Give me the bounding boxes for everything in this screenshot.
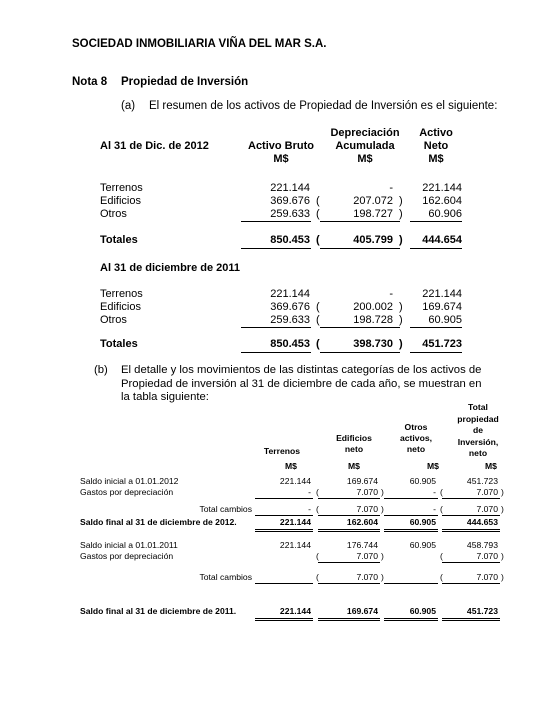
cell-neto: 221.144 (422, 288, 462, 300)
cell-terrenos: - (308, 504, 311, 514)
unit-edificios: M$ (348, 461, 360, 471)
saldo-final-label: Saldo final al 31 de diciembre de 2011. (80, 606, 237, 616)
cell-edificios: 7.070 (356, 572, 378, 582)
header-otros: Otros activos, neto (399, 422, 432, 454)
cell-otros: 60.905 (409, 540, 436, 550)
row-label: Otros (100, 208, 127, 220)
cell-otros: - (433, 487, 436, 497)
unit-total: M$ (485, 461, 497, 471)
cell-edificios: 7.070 (356, 504, 378, 514)
cell-neto: 60.906 (428, 208, 462, 220)
cell-terrenos: 221.144 (279, 606, 311, 616)
cell-bruto: 221.144 (270, 288, 310, 300)
cell-edificios: 176.744 (346, 540, 378, 550)
cell-terrenos: - (308, 487, 311, 497)
cell-dep: 198.728 (353, 314, 393, 326)
section-b-marker: (b) (94, 364, 108, 376)
cell-neto: 169.674 (422, 301, 462, 313)
note-number: Nota 8 (72, 76, 108, 88)
total-bruto: 850.453 (270, 338, 310, 350)
cell-total: 7.070 (476, 551, 498, 561)
total-neto: 451.723 (422, 338, 462, 350)
cell-edificios: 7.070 (356, 551, 378, 561)
cell-otros: - (433, 504, 436, 514)
cell-bruto: 259.633 (270, 314, 310, 326)
section-b-intro: El detalle y los movimientos de las distintas categorías de los activos de Propiedad de inversión al 31 de diciembre de cada año, se muestran en la tabla siguiente: (121, 364, 482, 403)
cell-dep: 198.727 (353, 208, 393, 220)
row-label: Otros (100, 314, 127, 326)
total-dep: 405.799 (353, 234, 393, 246)
cell-bruto: 369.676 (270, 195, 310, 207)
unit-otros: M$ (427, 461, 439, 471)
header-edificios: Edificios neto (336, 433, 372, 454)
total-label: Totales (100, 234, 138, 246)
row-label: Saldo inicial a 01.01.2012 (80, 476, 179, 486)
total-cambios-label: Total cambios (199, 504, 252, 514)
total-neto: 444.654 (422, 234, 462, 246)
saldo-final-label: Saldo final al 31 de diciembre de 2012. (80, 517, 237, 527)
cell-total: 7.070 (476, 504, 498, 514)
cell-bruto: 369.676 (270, 301, 310, 313)
row-label: Saldo inicial a 01.01.2011 (80, 540, 178, 550)
cell-edificios: 7.070 (356, 487, 378, 497)
total-label: Totales (100, 338, 138, 350)
row-label: Terrenos (100, 182, 143, 194)
row-label: Gastos por depreciación (80, 487, 174, 497)
cell-edificios: 162.604 (346, 517, 378, 527)
cell-total: 451.723 (466, 606, 498, 616)
cell-dep: - (389, 182, 393, 194)
cell-terrenos: 221.144 (279, 540, 311, 550)
cell-total: 444.653 (466, 517, 498, 527)
total-bruto: 850.453 (270, 234, 310, 246)
section-a-marker: (a) (121, 100, 136, 112)
cell-otros: 60.905 (409, 517, 436, 527)
cell-edificios: 169.674 (346, 476, 378, 486)
cell-total: 458.793 (466, 540, 498, 550)
header-activo-neto: Activo Neto M$ (419, 127, 453, 165)
cell-total: 7.070 (476, 487, 498, 497)
unit-terrenos: M$ (285, 461, 297, 471)
block-2011-title: Al 31 de diciembre de 2011 (100, 262, 241, 274)
cell-terrenos: 221.144 (279, 517, 311, 527)
cell-bruto: 221.144 (270, 182, 310, 194)
cell-neto: 60.905 (428, 314, 462, 326)
cell-total: 7.070 (476, 572, 498, 582)
header-total: Total propiedad de Inversión, neto (457, 402, 499, 458)
block-2012-title: Al 31 de Dic. de 2012 (100, 140, 209, 152)
header-terrenos: Terrenos (263, 446, 301, 456)
cell-dep: 200.002 (353, 301, 393, 313)
row-label: Edificios (100, 301, 141, 313)
cell-otros: 60.905 (409, 476, 436, 486)
company-name: SOCIEDAD INMOBILIARIA VIÑA DEL MAR S.A. (72, 38, 327, 50)
cell-bruto: 259.633 (270, 208, 310, 220)
row-label: Edificios (100, 195, 141, 207)
header-activo-bruto: Activo Bruto M$ (248, 140, 314, 165)
note-title: Propiedad de Inversión (121, 76, 249, 88)
cell-neto: 221.144 (422, 182, 462, 194)
total-dep: 398.730 (353, 338, 393, 350)
cell-terrenos: 221.144 (279, 476, 311, 486)
cell-edificios: 169.674 (346, 606, 378, 616)
total-cambios-label: Total cambios (199, 572, 252, 582)
cell-neto: 162.604 (422, 195, 462, 207)
cell-dep: - (389, 288, 393, 300)
row-label: Gastos por depreciación (80, 551, 174, 561)
cell-total: 451.723 (466, 476, 498, 486)
row-label: Terrenos (100, 288, 143, 300)
section-a-intro: El resumen de los activos de Propiedad de Inversión es el siguiente: (149, 100, 498, 112)
cell-otros: 60.905 (409, 606, 436, 616)
cell-dep: 207.072 (353, 195, 393, 207)
header-depreciacion: Depreciación Acumulada M$ (330, 127, 400, 165)
